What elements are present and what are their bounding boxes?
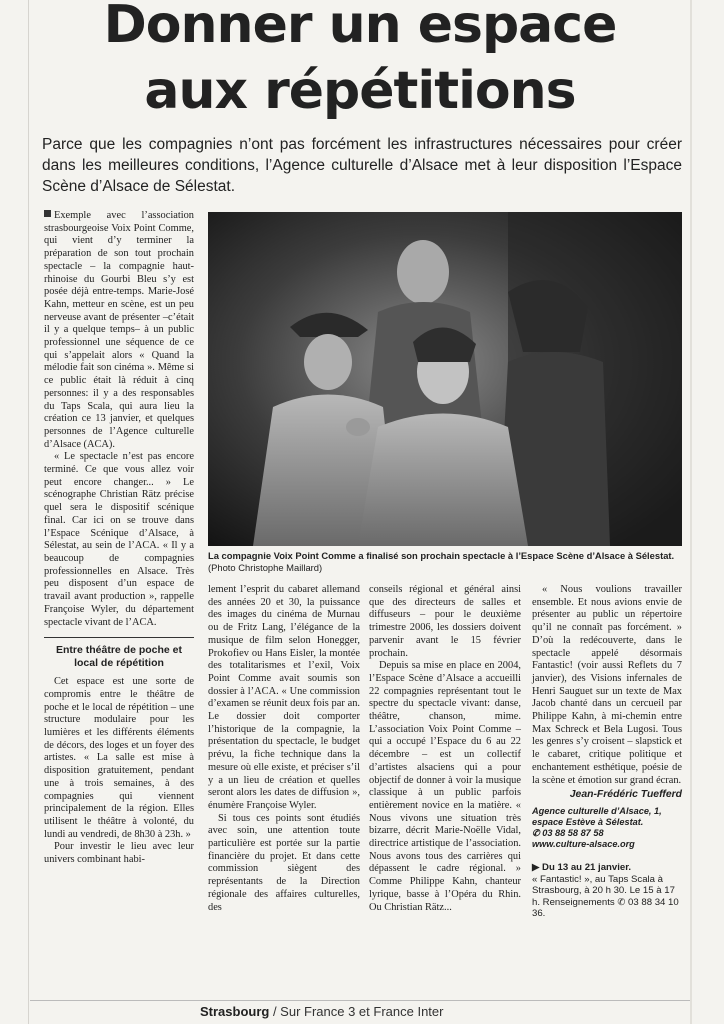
event-dates: ▶ Du 13 au 21 janvier. bbox=[532, 861, 632, 873]
paragraph: Si tous ces points sont étudiés avec soin, une attention toute particulière est portée sur la partie financière du projet. Et dans cette commission siègent des représentants de la Direction régionale des affaires culturelles, des bbox=[208, 812, 360, 913]
article-column-3 bbox=[369, 584, 521, 914]
article-column-4 bbox=[532, 584, 682, 920]
author-signature: Jean-Frédéric Tuefferd bbox=[569, 789, 682, 801]
article-column-1 bbox=[44, 210, 194, 867]
footer-city: Strasbourg bbox=[200, 1004, 270, 1019]
paragraph: Cet espace est une sorte de compromis entre le théâtre de poche et le local de répétition – une structure modulaire pour les lumières et les différents éléments de décors, des loges et un foyer des artistes. « La salle est mise à disposition gratuitement, pendant une à trois semaines, à des compagnies qui viennent principalement de la région. Elles utilisent le théâtre à volonté, du lundi au vendredi, de 8h30 à 23h. » bbox=[44, 676, 194, 840]
paragraph: Pour investir le lieu avec leur univers combinant habi- bbox=[44, 841, 194, 866]
event-box bbox=[532, 862, 682, 920]
photo-caption bbox=[208, 550, 688, 573]
bullet-square-icon bbox=[44, 210, 51, 217]
contact-info bbox=[532, 806, 682, 850]
intro-paragraph: Parce que les compagnies n’ont pas forcément les infrastructures nécessaires pour créer dans les meilleures conditions, l’Agence culturelle d’Alsace met à leur disposition l’Espace Scène d’Alsace de Sélestat. bbox=[42, 136, 682, 195]
stage-photo bbox=[208, 212, 682, 546]
page-right-edge bbox=[690, 0, 692, 1024]
headline-line-1: Donner un espace bbox=[103, 0, 617, 55]
article-column-2 bbox=[208, 584, 360, 914]
footer-line bbox=[200, 1004, 660, 1019]
contact-address: Agence culturelle d’Alsace, 1, espace Estève à Sélestat. bbox=[532, 805, 662, 827]
footer-rule bbox=[30, 1000, 690, 1001]
paragraph: Exemple avec l’association strasbourgeoise Voix Point Comme, qui vient d’y terminer la préparation de son tout prochain spectacle – la compagnie haut-rhinoise du Gourbi Bleu s’y est posée déjà entre-temps. Marie-José Kahn, metteur en scène, est un peu nerveuse avant de présenter –c’était il y a quelque temps– à un public professionnel une séquence de ce qui s’appelait alors « Quand la mélodie fait son cinéma ». Même si ce public était là réduit à cinq personnes: il y a des responsables du Taps Scala, qui aura lieu la création ce 13 janvier, et quelques personnes de l’Agence culturelle d’Alsace (ACA). bbox=[44, 210, 194, 450]
paragraph: « Nous voulions travailler ensemble. Et nous avions envie de présenter au public un répertoire qu’il ne connaît pas forcément. » D’où la redécouverte, dans le spectacle appelé désormais Fantastic! (voir aussi Reflets du 7 janvier), des Visions infernales de Henri Sauguet sur un texte de Max Jacob chanté dans un cercueil par Philippe Kahn, à mi-chemin entre Max Schreck et Bela Lugosi. Tous les genres s’y croisent – slapstick et le cabaret, critique politique et enchantement esthétique, poésie de la scène et émotion sur grand écran. bbox=[532, 584, 682, 786]
photo-credit: (Photo Christophe Maillard) bbox=[208, 561, 323, 573]
event-details: « Fantastic! », au Taps Scala à Strasbourg, à 20 h 30. Le 15 à 17 h. Renseignements ✆ 03 88 34 10 36. bbox=[532, 873, 679, 920]
paragraph: « Le spectacle n’est pas encore terminé. Ce que vous allez voir peut encore changer... » Le scénographe Christian Rätz précise quel sera le dispositif scénique final. Car ici on se trouve dans l’Espace Scénique d’Alsace, à Sélestat, au sein de l’ACA. « Il y a beaucoup de compagnies professionnelles en Alsace. Très peu disposent d’un espace de travail avant production », rappelle Françoise Wyler, du département spectacle vivant de l’ACA. bbox=[44, 451, 194, 628]
contact-website[interactable]: www.culture-alsace.org bbox=[532, 838, 635, 849]
subheading: Entre théâtre de poche et local de répétition bbox=[44, 637, 194, 670]
paragraph: conseils régional et général ainsi que des directeurs de salles et diffuseurs – pour le deuxième trimestre 2006, les dossiers doivent parvenir avant le 15 février prochain. bbox=[369, 584, 521, 659]
contact-phone: ✆ 03 88 58 87 58 bbox=[532, 827, 604, 838]
page-left-edge bbox=[28, 0, 29, 1024]
paragraph: Depuis sa mise en place en 2004, l’Espace Scène d’Alsace a accueilli 22 compagnies représentant tout le spectre du spectacle vivant: danse, théâtre, chanson, mime. L’association Voix Point Comme – qui a occupé l’Espace du 6 au 22 décembre – est un collectif d’artistes alsaciens qui a pour objectif de donner à voir la musique classique à un public parfois entièrement novice en la matière. « Nous vivons une situation très bizarre, décrit Marie-Noëlle Vidal, directrice artistique de l’association. Nous avons tous des carrières qui dépassent le cadre régional. » Comme Philippe Kahn, chanteur lyrique, basse à l’Opéra du Rhin. Ou Christian Rätz... bbox=[369, 660, 521, 913]
footer-broadcast: / Sur France 3 et France Inter bbox=[269, 1004, 444, 1019]
headline-line-2: aux répétitions bbox=[144, 61, 576, 121]
paragraph: lement l’esprit du cabaret allemand des années 20 et 30, la puissance des images du cinéma de Murnau ou de Fritz Lang, l’élégance de la musique de film selon Honegger, Prokofiev ou Hans Eisler, la montée des totalitarismes et l’exil, Voix Point Comme avait soumis son dossier à l’ACA. « Une commission d’examen se réunit deux fois par an. Le dossier doit comporter l’historique de la compagnie, la présentation du spectacle, le budget prévu, la fiche technique dans la mesure où elle existe, et préciser s’il y a un lieu de création et quelles seront alors les dates de diffusion », énumère Françoise Wyler. bbox=[208, 584, 360, 811]
caption-text: La compagnie Voix Point Comme a finalisé son prochain spectacle à l’Espace Scène d’Alsace à Sélestat. bbox=[208, 550, 675, 561]
